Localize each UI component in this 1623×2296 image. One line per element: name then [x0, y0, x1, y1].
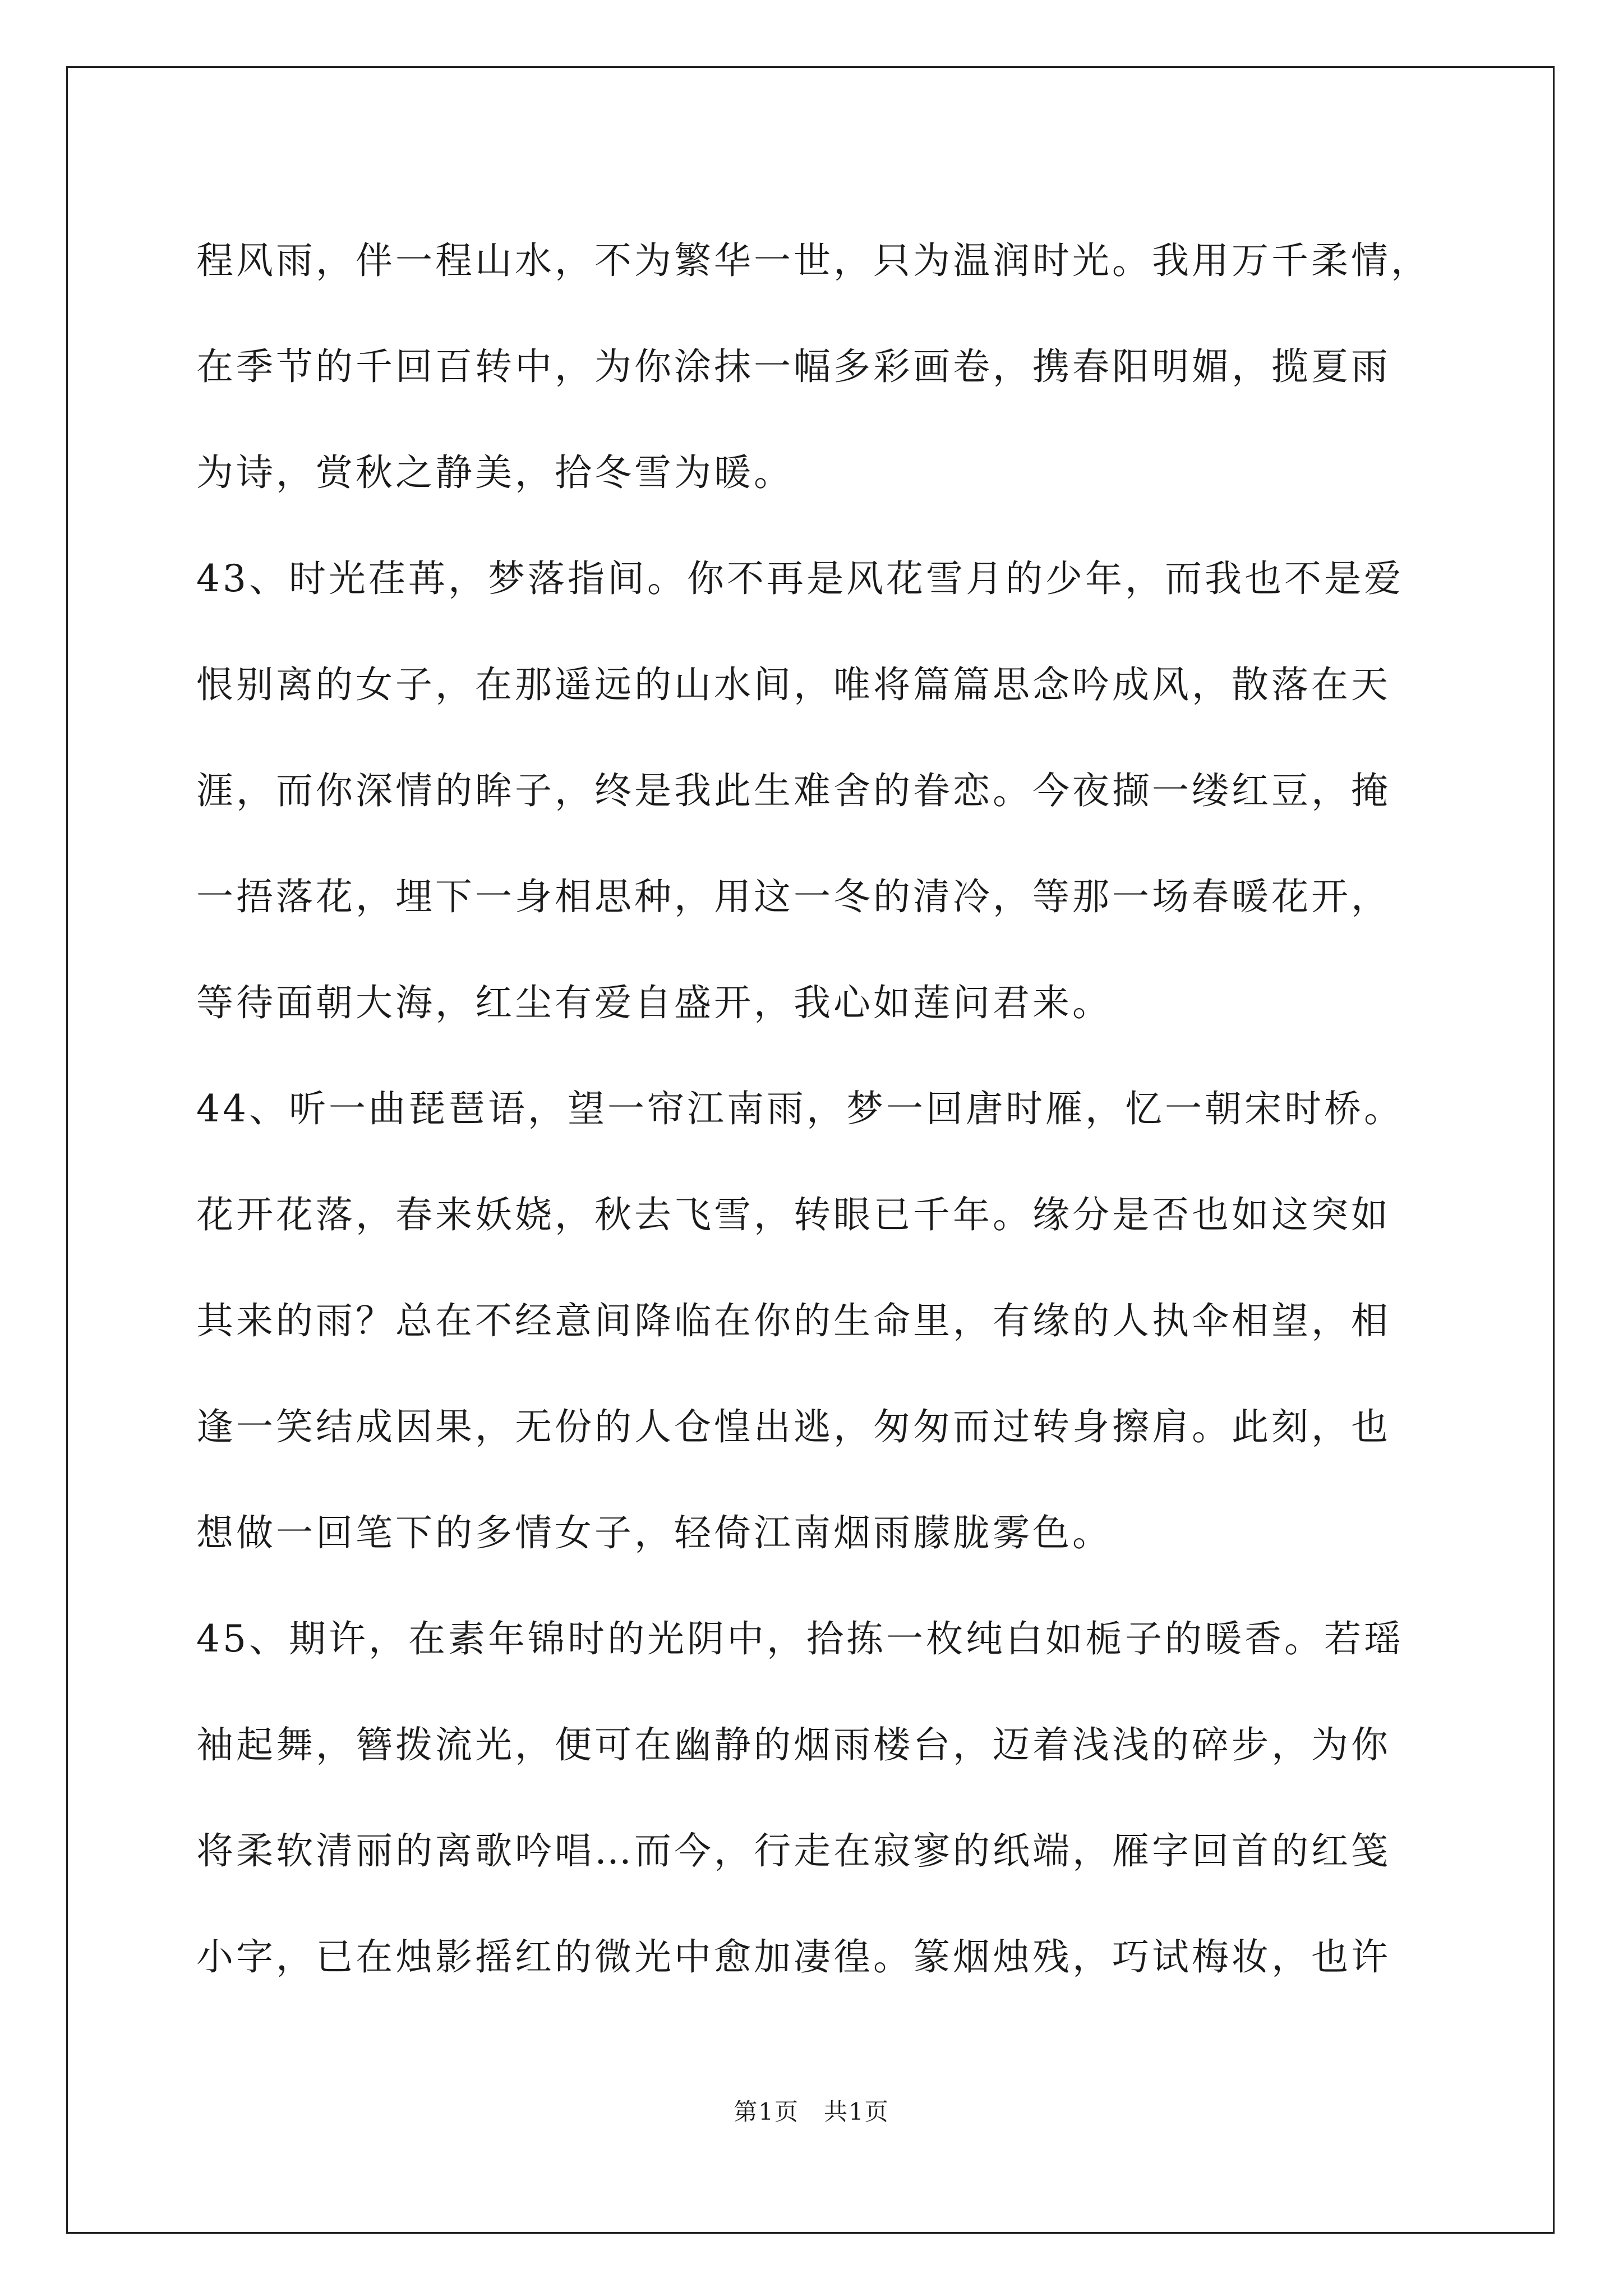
document-body: [196, 208, 1458, 2010]
text-line: 43、时光荏苒，梦落指间。你不再是风花雪月的少年，而我也不是爱: [196, 557, 1404, 600]
text-line: 为诗，赏秋之静美，拾冬雪为暖。: [196, 451, 794, 494]
text-line: 袖起舞，簪拨流光，便可在幽静的烟雨楼台，迈着浅浅的碎步，为你: [196, 1723, 1391, 1766]
text-line: 44、听一曲琵琶语，望一帘江南雨，梦一回唐时雁，忆一朝宋时桥。: [196, 1087, 1404, 1130]
text-line: 涯，而你深情的眸子，终是我此生难舍的眷恋。今夜撷一缕红豆，掩: [196, 769, 1391, 812]
text-line: 其来的雨？总在不经意间降临在你的生命里，有缘的人执伞相望，相: [196, 1299, 1391, 1342]
text-line: 在季节的千回百转中，为你涂抹一幅多彩画卷，携春阳明媚，揽夏雨: [196, 345, 1391, 388]
text-line: 程风雨，伴一程山水，不为繁华一世，只为温润时光。我用万千柔情，: [196, 239, 1431, 282]
page-footer: 第1页 共1页: [734, 2098, 889, 2125]
text-line: 45、期许，在素年锦时的光阴中，拾拣一枚纯白如栀子的暖香。若瑶: [196, 1617, 1404, 1660]
text-line: 一捂落花，埋下一身相思种，用这一冬的清冷，等那一场春暖花开，: [196, 875, 1391, 918]
text-line: 恨别离的女子，在那遥远的山水间，唯将篇篇思念吟成风，散落在天: [196, 663, 1391, 706]
text-line: 将柔软清丽的离歌吟唱…而今，行走在寂寥的纸端，雁字回首的红笺: [196, 1829, 1391, 1872]
text-line: 想做一回笔下的多情女子，轻倚江南烟雨朦胧雾色。: [196, 1511, 1112, 1554]
text-line: 小字，已在烛影摇红的微光中愈加凄徨。篆烟烛残，巧试梅妆，也许: [196, 1935, 1391, 1978]
text-line: 花开花落，春来妖娆，秋去飞雪，转眼已千年。缘分是否也如这突如: [196, 1193, 1391, 1236]
text-line: 等待面朝大海，红尘有爱自盛开，我心如莲问君来。: [196, 981, 1112, 1024]
text-line: 逢一笑结成因果，无份的人仓惶出逃，匆匆而过转身擦肩。此刻，也: [196, 1405, 1391, 1448]
